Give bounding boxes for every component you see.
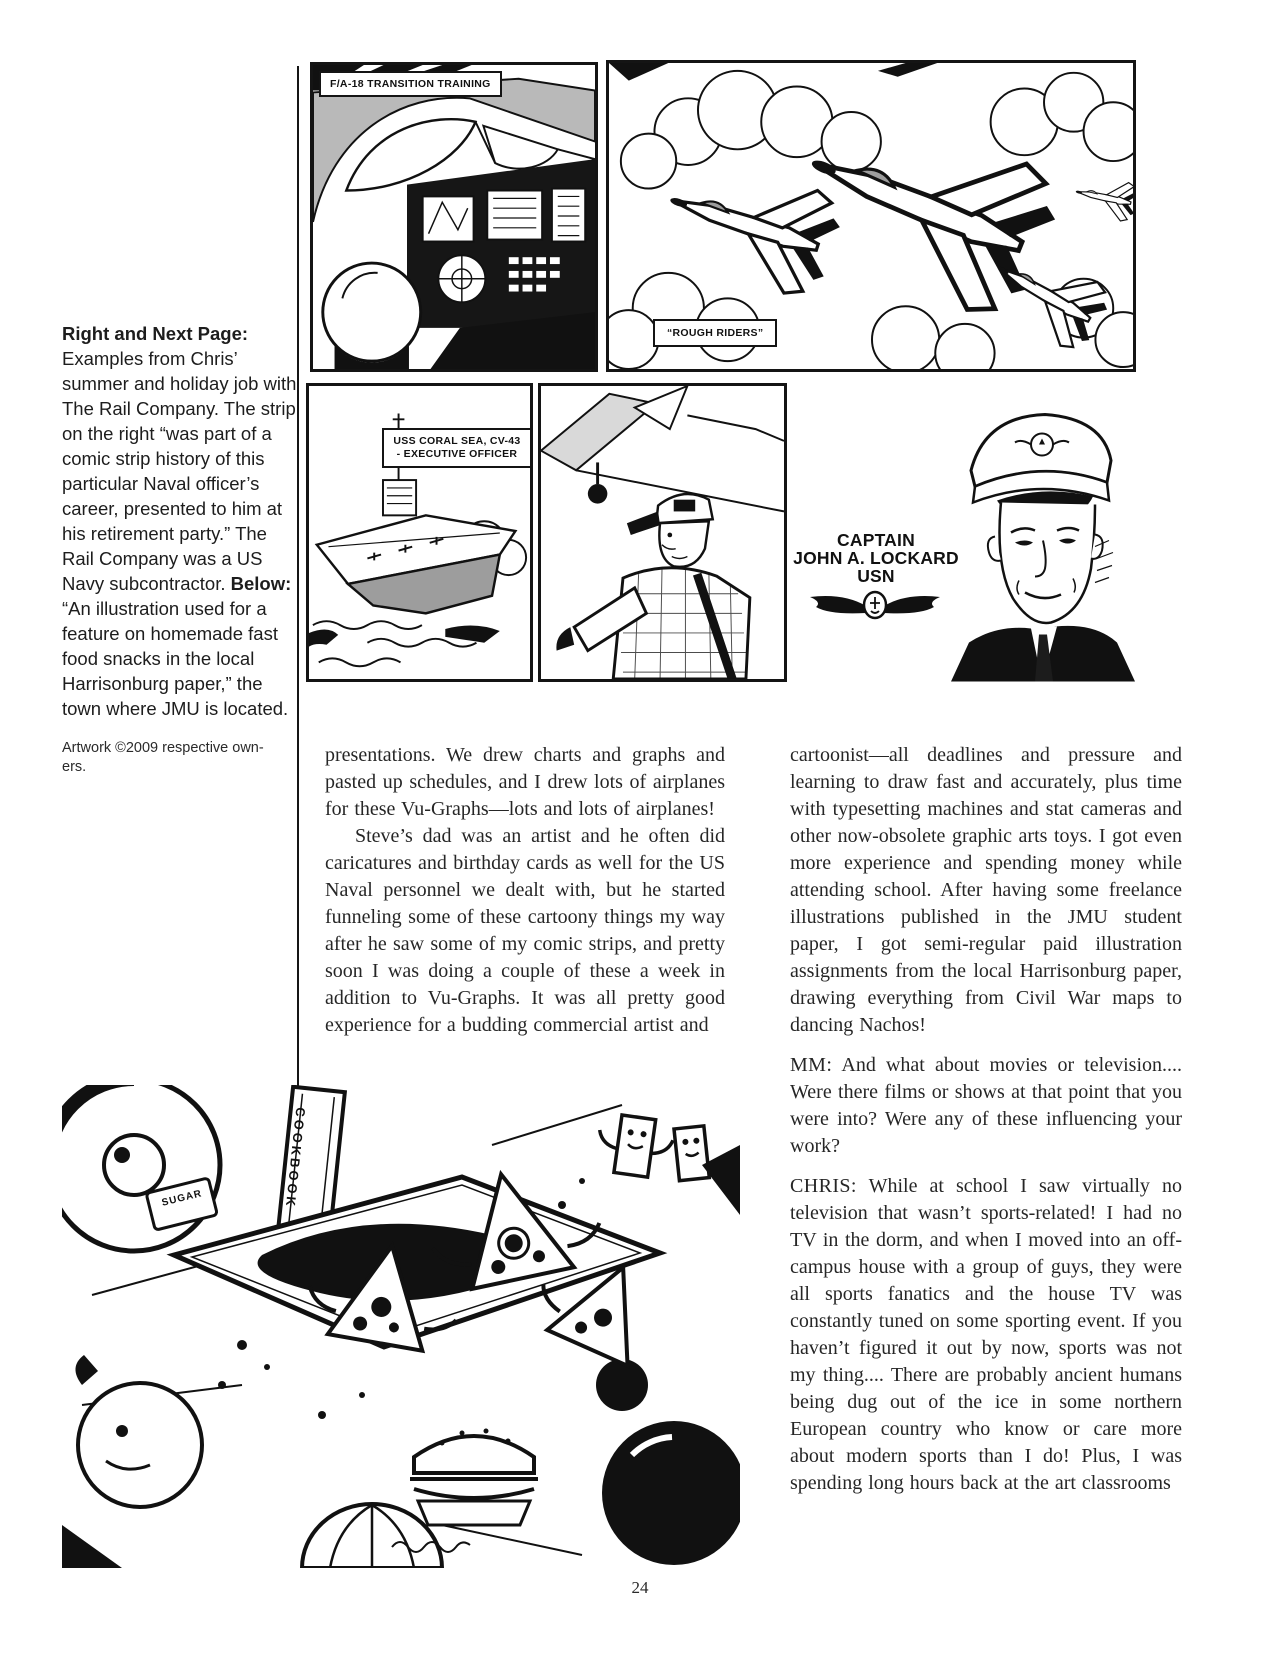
comic-panel-jets <box>606 60 1136 372</box>
paragraph-question <box>790 1052 1182 1160</box>
sugar-packet-label: SUGAR <box>160 1188 204 1209</box>
paragraph <box>325 823 725 1039</box>
paragraph <box>325 742 725 823</box>
paragraph-text: And what about movies or television.... Were there films or shows at that point that you were into? Were any of these influencing your work? <box>790 1054 1183 1157</box>
artwork-credit: Artwork ©2009 respective own-ers. <box>62 740 264 775</box>
speaker-label: MM: <box>790 1054 833 1076</box>
cookbook-spine-label: COOKBOOK <box>282 1106 309 1210</box>
paragraph-text: presentations. We drew charts and graphs and pasted up schedules, and I drew lots of airplanes for these Vu-Graphs—lots and lots of airplanes! <box>325 744 725 820</box>
aviator-wings-icon <box>806 589 944 623</box>
captain-name: JOHN A. LOCKARD <box>793 548 959 568</box>
carrier-panel-label <box>382 428 532 468</box>
jets-panel-label: “ROUGH RIDERS” <box>653 319 777 347</box>
caption-lead-text: Examples from Chris’ summer and holiday job with The Rail Company. The strip on the right “was part of a comic strip history of this particular Naval officer’s career, presented to him at his retirement party.” The Rail Company was a US Navy subcontractor. <box>62 347 297 594</box>
paragraph-text: While at school I saw virtually no television that wasn’t sports-related! I had no TV in the dorm, and when I moved into an off-campus house with a group of guys, they were all sports fanatics and the house TV was constantly tuned on some sporting event. If you haven’t figured it out by now, sports was not my thing.... There are probably ancient humans being dug out of the ice in some northern European country who know or care more about modern sports than I do! Plus, I was spending long hours back at the art classrooms <box>790 1175 1182 1494</box>
speaker-label: CHRIS: <box>790 1175 857 1197</box>
caption-lead-bold: Right and Next Page: <box>62 322 249 344</box>
page-number: 24 <box>631 1578 649 1597</box>
caption-below-bold: Below: <box>230 572 292 594</box>
caption-paragraph <box>62 321 300 721</box>
paragraph-answer <box>790 1173 1182 1497</box>
caption-below-text: “An illustration used for a feature on homemade fast food snacks in the local Harrisonburg paper,” the town where JMU is located. <box>62 597 289 719</box>
paragraph-text: Steve’s dad was an artist and he often did caricatures and birthday cards as well for the US Naval personnel we dealt with, but he started funneling some of these cartoony things my way after he saw some of my comic strips, and pretty soon I was doing a couple of these a week in addition to Vu-Graphs. It was all pretty good experience for a budding commercial artist and <box>325 825 725 1036</box>
sidebar-caption <box>62 302 300 792</box>
comic-panel-officer <box>538 383 787 682</box>
officer-art-svg <box>541 386 784 679</box>
captain-service: USN <box>857 566 895 586</box>
cockpit-panel-label: F/A-18 TRANSITION TRAINING <box>319 71 502 97</box>
comic-panel-cockpit <box>310 62 598 372</box>
carrier-label-line2: - EXECUTIVE OFFICER <box>396 448 518 460</box>
paragraph <box>790 742 1182 1039</box>
carrier-label-line1: USS CORAL SEA, CV-43 <box>393 435 521 447</box>
captain-portrait-art <box>945 396 1140 682</box>
paragraph-text: cartoonist—all deadlines and pressure and learning to draw fast and accurately, plus time with typesetting machines and stat cameras and other now-obsolete graphic arts toys. I got even more experience and spending money while attending school. After having some freelance illustrations published in the JMU student paper, I got semi-regular paid illustration assignments from the local Harrisonburg paper, drawing everything from Civil War maps to dancing Nachos! <box>790 744 1182 1036</box>
article-column-1 <box>325 742 725 1039</box>
nachos-illustration <box>62 1085 740 1568</box>
captain-rank: CAPTAIN <box>837 530 915 550</box>
captain-name-block <box>790 531 962 585</box>
comic-panel-carrier <box>306 383 533 682</box>
article-column-2 <box>790 742 1182 1497</box>
nachos-art-svg <box>62 1085 740 1568</box>
cockpit-art-svg <box>313 65 595 369</box>
column-divider-rule <box>297 66 299 1110</box>
